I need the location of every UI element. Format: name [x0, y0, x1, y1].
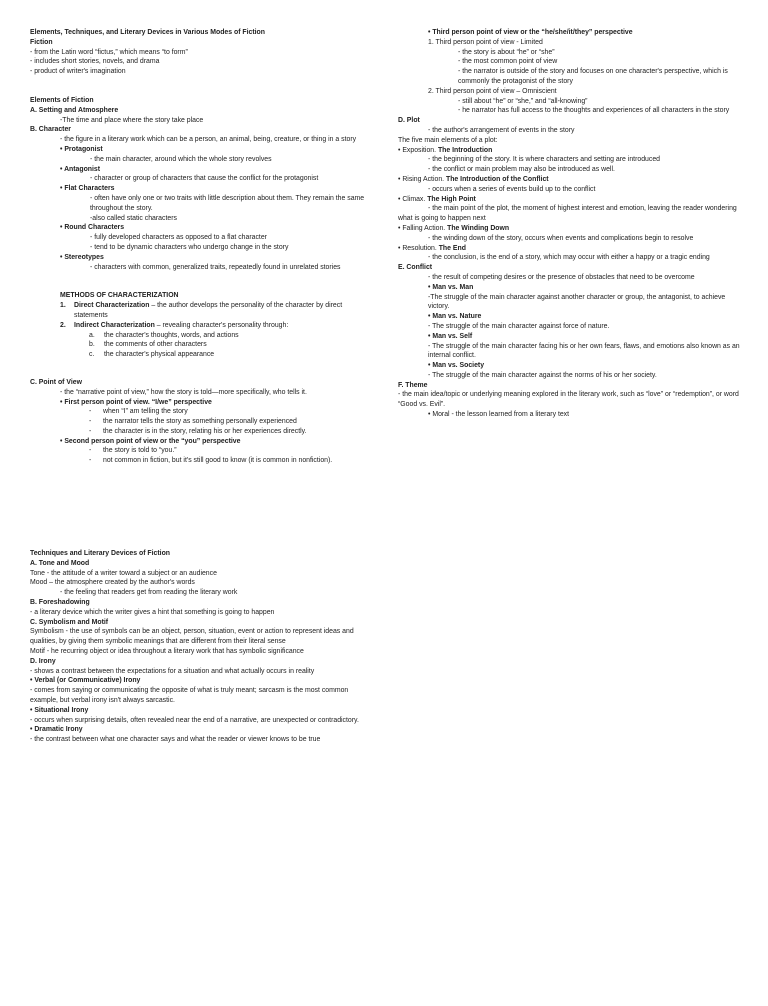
man-vs-society-label: • Man vs. Society	[428, 362, 485, 370]
tone-mood-heading: A. Tone and Mood	[30, 559, 90, 567]
list-marker: a.	[89, 331, 95, 339]
theme-definition: - the main idea/topic or underlying meaning explored in the literary work, such as “love” or “redemption”, or word “Good vs. Evil”.	[398, 391, 739, 409]
list-item	[30, 446, 370, 456]
rising-action-line: - occurs when a series of events build up to the conflict	[428, 185, 596, 193]
omniscient-line: - he narrator has full access to the thoughts and experiences of all characters in the story	[458, 107, 730, 115]
list-item	[30, 340, 370, 350]
round-characters-label: • Round Characters	[60, 224, 125, 232]
list-item-text: the story is told to “you.”	[103, 447, 177, 455]
flat-characters-label: • Flat Characters	[60, 185, 115, 193]
resolution-prefix: • Resolution.	[398, 244, 439, 252]
verbal-irony-label: • Verbal (or Communicative) Irony	[30, 677, 141, 685]
list-item-text: the character's thoughts, words, and actions	[104, 331, 239, 339]
tone-line: Tone - the attitude of a writer toward a subject or an audience	[30, 569, 217, 577]
motif-line: Motif - he recurring object or idea throughout a literary work that has symbolic significance	[30, 647, 304, 655]
exposition-title: The Introduction	[437, 146, 493, 154]
man-vs-man-definition: -The struggle of the main character against another character or group, the antagonist, to achieve victory.	[428, 293, 726, 311]
limited-line: - the story is about “he” or “she”	[458, 48, 555, 56]
foreshadowing-line: - a literary device which the writer gives a hint that something is going to happen	[30, 608, 275, 616]
irony-heading: D. Irony	[30, 657, 56, 665]
resolution-title: The End	[438, 244, 466, 252]
round-characters-note: - tend to be dynamic characters who undergo change in the story	[90, 243, 289, 251]
exposition-line: - the beginning of the story. It is where characters and setting are introduced	[428, 156, 660, 164]
mood-subline: - the feeling that readers get from reading the literary work	[60, 589, 238, 597]
fiction-heading: Fiction	[30, 38, 53, 46]
protagonist-definition: - the main character, around which the whole story revolves	[90, 155, 272, 163]
list-item	[30, 331, 370, 341]
list-number: 1.	[60, 302, 66, 310]
list-marker: b.	[89, 341, 95, 349]
left-column-top	[30, 28, 370, 466]
left-column-bottom	[30, 549, 375, 745]
list-item-text: the comments of other characters	[104, 341, 207, 349]
list-marker: -	[89, 408, 92, 416]
climax-line: - the main point of the plot, the moment of highest interest and emotion, leaving the reader wondering what is going to happen next	[398, 205, 737, 223]
falling-action-line: - the winding down of the story, occurs when events and complications begin to resolve	[428, 234, 694, 242]
fiction-line: - from the Latin word “fictus,” which means “to form”	[30, 48, 188, 56]
list-marker: -	[89, 457, 92, 465]
falling-action-title: The Winding Down	[447, 224, 510, 232]
flat-characters-definition: - often have only one or two traits with little description about them. They remain the same throughout the story.	[90, 194, 365, 212]
dramatic-irony-label: • Dramatic Irony	[30, 726, 83, 734]
list-item	[30, 427, 370, 437]
man-vs-self-label: • Man vs. Self	[428, 332, 473, 340]
exposition-line: - the conflict or main problem may also be introduced as well.	[428, 166, 615, 174]
situational-irony-label: • Situational Irony	[30, 706, 89, 714]
antagonist-definition: - character or group of characters that cause the conflict for the protagonist	[90, 175, 319, 183]
list-item-text: the narrator tells the story as something personally experienced	[103, 418, 297, 426]
indirect-characterization-label: Indirect Characterization	[74, 321, 155, 329]
right-column-top	[398, 28, 740, 420]
climax-label	[398, 195, 740, 205]
limited-line: - the narrator is outside of the story and focuses on one character's perspective, which is commonly the protagonist of the story	[458, 68, 728, 85]
limited-line: - the most common point of view	[458, 58, 558, 66]
man-vs-self-definition: - The struggle of the main character facing his or her own fears, flaws, and emotions also known as an internal conflict.	[428, 342, 740, 360]
conflict-definition: - the result of competing desires or the presence of obstacles that need to be overcome	[428, 273, 695, 281]
symbolism-heading: C. Symbolism and Motif	[30, 618, 109, 626]
omniscient-label: 2. Third person point of view – Omniscient	[428, 87, 557, 95]
irony-line: - shows a contrast between the expectations for a situation and what actually occurs in reality	[30, 667, 315, 675]
exposition-label	[398, 146, 740, 156]
resolution-label	[398, 244, 740, 254]
fiction-line: - product of writer's imagination	[30, 68, 126, 76]
list-marker: -	[89, 418, 92, 426]
man-vs-society-definition: - The struggle of the main character against the norms of his or her society.	[428, 371, 657, 379]
elements-heading: Elements of Fiction	[30, 96, 94, 104]
man-vs-nature-label: • Man vs. Nature	[428, 313, 482, 321]
man-vs-nature-definition: - The struggle of the main character against force of nature.	[428, 322, 610, 330]
second-person-label: • Second person point of view or the “you” perspective	[60, 437, 241, 445]
omniscient-line: - still about “he” or “she,” and “all-knowing”	[458, 97, 588, 105]
direct-characterization-item	[30, 301, 370, 321]
exposition-prefix: • Exposition.	[398, 146, 438, 154]
list-marker: -	[89, 427, 92, 435]
list-item-text: the character's physical appearance	[104, 351, 215, 359]
plot-heading: D. Plot	[398, 117, 420, 125]
dramatic-irony-line: - the contrast between what one character says and what the reader or viewer knows to be true	[30, 736, 321, 744]
indirect-characterization-item	[30, 321, 370, 331]
mood-line: Mood – the atmosphere created by the author's words	[30, 579, 195, 587]
round-characters-definition: - fully developed characters as opposed to a flat character	[90, 234, 267, 242]
list-item	[30, 407, 370, 417]
list-item-text: the character is in the story, relating his or her experiences directly.	[103, 427, 307, 435]
list-item	[30, 456, 370, 466]
man-vs-man-label: • Man vs. Man	[428, 283, 474, 291]
first-person-label: • First person point of view. “I/we” perspective	[60, 398, 212, 406]
falling-action-prefix: • Falling Action.	[398, 224, 448, 232]
list-item-text: not common in fiction, but it's still good to know (it is common in nonfiction).	[103, 457, 333, 465]
third-person-label: • Third person point of view or the “he/she/it/they” perspective	[428, 29, 633, 36]
list-marker: c.	[89, 351, 95, 359]
foreshadowing-heading: B. Foreshadowing	[30, 598, 90, 606]
direct-characterization-definition: – the author develops the personality of the character by direct statements	[74, 302, 343, 319]
setting-definition: -The time and place where the story take place	[60, 116, 204, 124]
character-heading: B. Character	[30, 126, 71, 134]
methods-heading: METHODS OF CHARACTERIZATION	[60, 292, 179, 300]
climax-prefix: • Climax.	[398, 195, 428, 203]
protagonist-label: • Protagonist	[60, 145, 103, 153]
point-of-view-definition: - the “narrative point of view,” how the story is told—more specifically, who tells it.	[60, 388, 307, 396]
stereotypes-label: • Stereotypes	[60, 253, 104, 261]
rising-action-prefix: • Rising Action.	[398, 175, 446, 183]
plot-elements-intro: The five main elements of a plot:	[398, 136, 498, 144]
document-title: Elements, Techniques, and Literary Devices in Various Modes of Fiction	[30, 29, 265, 36]
character-definition: - the figure in a literary work which can be a person, an animal, being, creature, or thing in a story	[60, 136, 357, 144]
rising-action-label	[398, 175, 740, 185]
fiction-line: - includes short stories, novels, and drama	[30, 58, 160, 66]
verbal-irony-line: - comes from saying or communicating the opposite of what is truly meant; sarcasm is the most common example, but verbal irony isn't always sarcastic.	[30, 687, 349, 704]
stereotypes-definition: - characters with common, generalized traits, repeatedly found in unrelated stories	[90, 263, 341, 271]
plot-definition: - the author's arrangement of events in the story	[428, 126, 575, 134]
indirect-characterization-definition: – revealing character's personality through:	[154, 321, 289, 329]
moral-line: • Moral - the lesson learned from a literary text	[428, 411, 570, 419]
situational-irony-line: - occurs when surprising details, often revealed near the end of a narrative, are unexpected or contradictory.	[30, 716, 359, 724]
climax-title: The High Point	[427, 195, 476, 203]
point-of-view-heading: C. Point of View	[30, 378, 82, 386]
list-item-text: when “I” am telling the story	[103, 408, 188, 416]
falling-action-label	[398, 224, 740, 234]
theme-heading: F. Theme	[398, 381, 428, 389]
list-number: 2.	[60, 321, 66, 329]
list-marker: -	[89, 447, 92, 455]
list-item	[30, 350, 370, 360]
conflict-heading: E. Conflict	[398, 264, 433, 272]
rising-action-title: The Introduction of the Conflict	[446, 175, 549, 183]
resolution-line: - the conclusion, is the end of a story, which may occur with either a happy or a tragic ending	[428, 254, 710, 262]
flat-characters-note: -also called static characters	[90, 214, 177, 222]
setting-heading: A. Setting and Atmosphere	[30, 106, 119, 114]
direct-characterization-label: Direct Characterization	[74, 302, 150, 310]
techniques-heading: Techniques and Literary Devices of Fiction	[30, 550, 171, 557]
antagonist-label: • Antagonist	[60, 165, 101, 173]
symbolism-line: Symbolism - the use of symbols can be an object, person, situation, event or action to represent ideas and qualities, by giving them symbolic meanings that are different from their literal sense	[30, 628, 354, 646]
list-item	[30, 417, 370, 427]
limited-label: 1. Third person point of view - Limited	[428, 38, 543, 46]
